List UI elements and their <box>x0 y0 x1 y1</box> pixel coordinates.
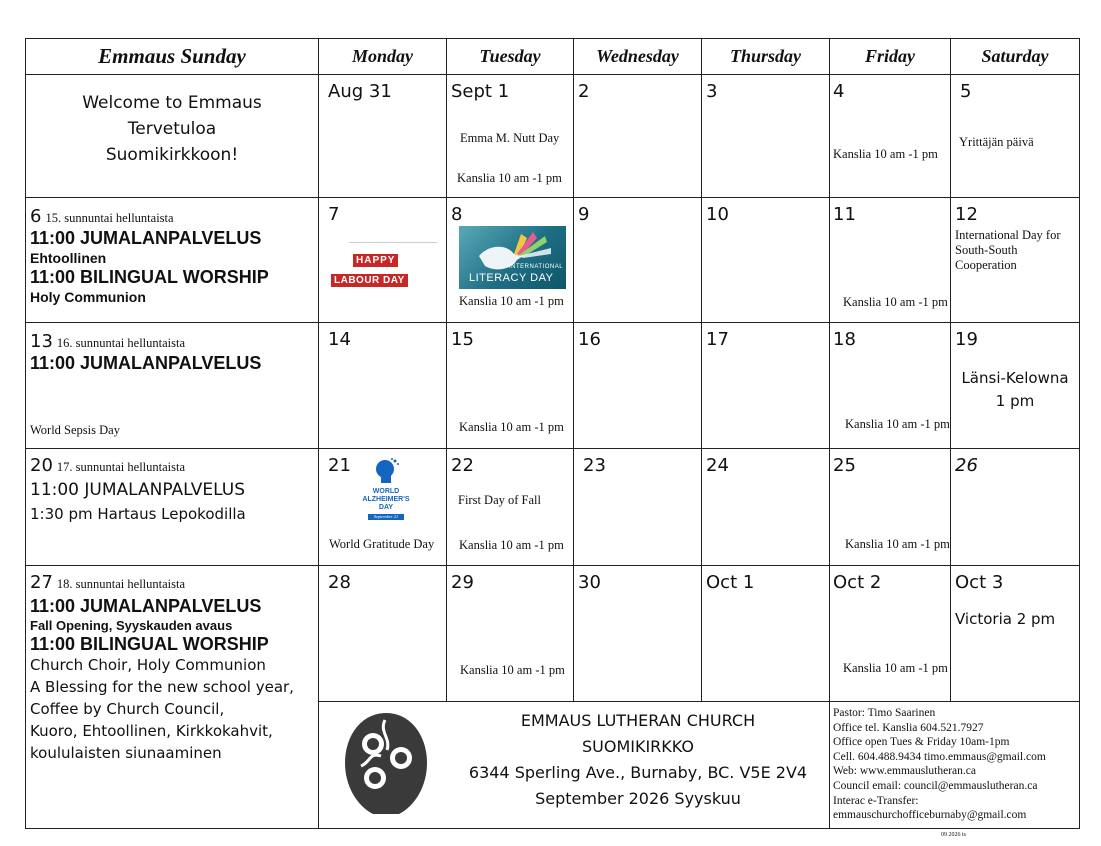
day-number: 5 <box>960 81 972 102</box>
day-cell <box>447 75 573 197</box>
contact-line: Office tel. Kanslia 604.521.7927 <box>833 721 984 734</box>
day-number: 3 <box>706 81 718 102</box>
day-cell <box>574 449 701 565</box>
day-cell <box>574 75 701 197</box>
calendar-month: September 2026 Syyskuu <box>535 789 741 808</box>
church-name: EMMAUS LUTHERAN CHURCH <box>520 711 756 730</box>
day-number: 22 <box>451 455 474 476</box>
day-number: 7 <box>328 204 340 225</box>
sunday-subtitle: 16. sunnuntai helluntaista <box>56 336 186 350</box>
day-number: 12 <box>955 204 978 225</box>
service-line: 11:00 BILINGUAL WORSHIP <box>30 267 269 287</box>
contact-line: Council email: council@emmauslutheran.ca <box>833 779 1038 792</box>
day-cell <box>319 198 446 322</box>
event-text: Kanslia 10 am -1 pm <box>459 294 564 308</box>
event-text: Kanslia 10 am -1 pm <box>459 420 564 434</box>
service-line: 1:30 pm Hartaus Lepokodilla <box>30 505 246 523</box>
event-line: Länsi-Kelowna <box>961 369 1069 387</box>
contact-line: Cell. 604.488.9434 timo.emmaus@gmail.com <box>833 750 1046 763</box>
day-cell <box>447 449 573 565</box>
day-number: 10 <box>706 204 729 225</box>
event-line: International Day for <box>955 228 1061 242</box>
literacy-small-text: INTERNATIONAL <box>509 264 564 270</box>
day-cell-sunday <box>26 198 318 322</box>
day-number: 6 <box>30 206 42 227</box>
day-cell <box>830 323 950 448</box>
header-friday: Friday <box>864 46 915 66</box>
contact-line: Office open Tues & Friday 10am-1pm <box>833 736 1010 749</box>
day-cell <box>319 75 446 197</box>
day-number: 24 <box>706 455 729 476</box>
head-icon <box>371 457 401 483</box>
day-cell <box>702 323 829 448</box>
day-number: 30 <box>578 572 601 593</box>
contact-line: Interac e-Transfer: <box>833 794 919 807</box>
church-logo-icon <box>341 708 431 818</box>
event-text: Kanslia 10 am -1 pm <box>843 295 948 309</box>
event-text: Yrittäjän päivä <box>959 135 1034 149</box>
day-cell <box>574 198 701 322</box>
service-line: 11:00 JUMALANPALVELUS <box>30 353 262 373</box>
church-info <box>447 702 829 828</box>
day-cell <box>319 323 446 448</box>
day-number: 20 <box>30 455 53 476</box>
event-line: South-South <box>955 243 1018 257</box>
day-number: 19 <box>955 329 978 350</box>
event-text: Kanslia 10 am -1 pm <box>843 661 948 675</box>
service-line: 11:00 JUMALANPALVELUS <box>30 596 262 616</box>
service-line: Church Choir, Holy Communion <box>30 656 266 674</box>
alzheimers-line: ALZHEIMER'S <box>362 496 410 503</box>
day-cell <box>830 566 950 701</box>
sunday-subtitle: 15. sunnuntai helluntaista <box>45 211 174 225</box>
welcome-line: Welcome to Emmaus <box>82 93 262 113</box>
event-text: Kanslia 10 am -1 pm <box>460 663 565 677</box>
event-text: Victoria 2 pm <box>955 610 1056 628</box>
day-number: 16 <box>578 329 601 350</box>
header-tuesday: Tuesday <box>479 46 541 66</box>
day-cell <box>951 566 1079 701</box>
alzheimers-line: DAY <box>378 504 394 511</box>
day-cell-sunday <box>26 566 318 828</box>
day-cell <box>702 449 829 565</box>
day-number: 23 <box>583 455 606 476</box>
day-cell <box>574 323 701 448</box>
day-number: 15 <box>451 329 474 350</box>
day-number: 17 <box>706 329 729 350</box>
service-line: A Blessing for the new school year, <box>30 678 294 696</box>
day-number: 4 <box>833 81 845 102</box>
contact-info <box>830 702 1080 828</box>
service-line: Holy Communion <box>30 289 146 305</box>
labour-day-image <box>331 242 441 290</box>
day-cell-sunday <box>26 449 318 565</box>
day-cell <box>951 198 1079 322</box>
day-number: 18 <box>833 329 856 350</box>
day-cell <box>319 566 446 701</box>
church-logo-cell <box>319 702 446 828</box>
event-line: Cooperation <box>955 258 1017 272</box>
event-text: Kanslia 10 am -1 pm <box>845 537 950 551</box>
event-text: Kanslia 10 am -1 pm <box>457 171 562 185</box>
happy-banner <box>353 254 398 267</box>
day-cell <box>702 198 829 322</box>
version-code: 09 2026 ts <box>941 832 967 838</box>
calendar-grid <box>25 38 1080 829</box>
alzheimers-date: September 21 <box>368 514 404 520</box>
day-cell <box>951 75 1079 197</box>
header-saturday: Saturday <box>981 46 1049 66</box>
event-text: Kanslia 10 am -1 pm <box>845 417 950 431</box>
day-number: Oct 1 <box>706 572 755 593</box>
welcome-line: Suomikirkkoon! <box>105 145 239 165</box>
day-cell-sunday-welcome <box>26 75 318 197</box>
happy-text: HAPPY <box>353 254 398 267</box>
welcome-line: Tervetuloa <box>127 119 217 139</box>
service-line: Fall Opening, Syyskauden avaus <box>30 618 233 633</box>
service-line: Coffee by Church Council, <box>30 700 225 718</box>
event-text: First Day of Fall <box>458 493 541 507</box>
sunday-subtitle: 18. sunnuntai helluntaista <box>56 577 186 591</box>
contact-line: Pastor: Timo Saarinen <box>833 707 936 719</box>
service-line: 11:00 JUMALANPALVELUS <box>30 480 245 500</box>
service-line: Kuoro, Ehtoollinen, Kirkkokahvit, <box>30 722 273 740</box>
day-number: 2 <box>578 81 590 102</box>
day-number: 11 <box>833 204 856 225</box>
day-cell <box>951 323 1079 448</box>
hanging-strings <box>349 242 437 255</box>
event-text: Emma M. Nutt Day <box>460 131 560 145</box>
event-text: Kanslia 10 am -1 pm <box>833 147 938 161</box>
labour-day-text: LABOUR DAY <box>331 274 408 287</box>
sunday-subtitle: 17. sunnuntai helluntaista <box>56 460 186 474</box>
header-monday: Monday <box>351 46 413 66</box>
day-number: 21 <box>328 455 351 476</box>
service-line: Ehtoollinen <box>30 250 107 266</box>
day-number: Oct 2 <box>833 572 882 593</box>
header-sunday: Emmaus Sunday <box>98 44 246 68</box>
day-cell <box>830 75 950 197</box>
alzheimers-day-image <box>355 457 417 535</box>
day-number: 13 <box>30 331 53 352</box>
header-wednesday: Wednesday <box>596 46 679 66</box>
day-cell <box>702 566 829 701</box>
church-address: 6344 Sperling Ave., Burnaby, BC. V5E 2V4 <box>468 763 808 782</box>
event-text: World Sepsis Day <box>30 423 120 437</box>
day-number: 27 <box>30 572 53 593</box>
header-thursday: Thursday <box>729 46 801 66</box>
labour-day-banner <box>331 270 408 288</box>
day-cell <box>447 323 573 448</box>
event-text: World Gratitude Day <box>329 537 435 551</box>
day-number: 26 <box>955 455 978 476</box>
day-number: Sept 1 <box>451 81 510 102</box>
day-cell <box>830 449 950 565</box>
contact-line: Web: www.emmauslutheran.ca <box>833 765 976 778</box>
day-number: Oct 3 <box>955 572 1004 593</box>
day-number: 9 <box>578 204 590 225</box>
day-cell <box>830 198 950 322</box>
alzheimers-line: WORLD <box>372 488 400 495</box>
day-number: Aug 31 <box>328 81 392 102</box>
day-number: 14 <box>328 329 351 350</box>
day-cell <box>319 449 446 565</box>
event-line: 1 pm <box>995 392 1035 410</box>
day-cell <box>447 566 573 701</box>
day-cell-sunday <box>26 323 318 448</box>
day-cell <box>447 198 573 322</box>
contact-line: emmauschurchofficeburnaby@gmail.com <box>833 809 1027 822</box>
day-number: 8 <box>451 204 463 225</box>
literacy-day-image <box>459 226 566 289</box>
service-line: 11:00 JUMALANPALVELUS <box>30 228 262 248</box>
church-subname: SUOMIKIRKKO <box>581 737 694 756</box>
day-number: 29 <box>451 572 474 593</box>
day-cell <box>574 566 701 701</box>
day-cell <box>702 75 829 197</box>
service-line: koululaisten siunaaminen <box>30 744 222 762</box>
day-cell <box>951 449 1079 565</box>
event-text: Kanslia 10 am -1 pm <box>459 538 564 552</box>
day-number: 28 <box>328 572 351 593</box>
literacy-big-text: LITERACY DAY <box>469 272 554 284</box>
service-line: 11:00 BILINGUAL WORSHIP <box>30 634 269 654</box>
day-number: 25 <box>833 455 856 476</box>
